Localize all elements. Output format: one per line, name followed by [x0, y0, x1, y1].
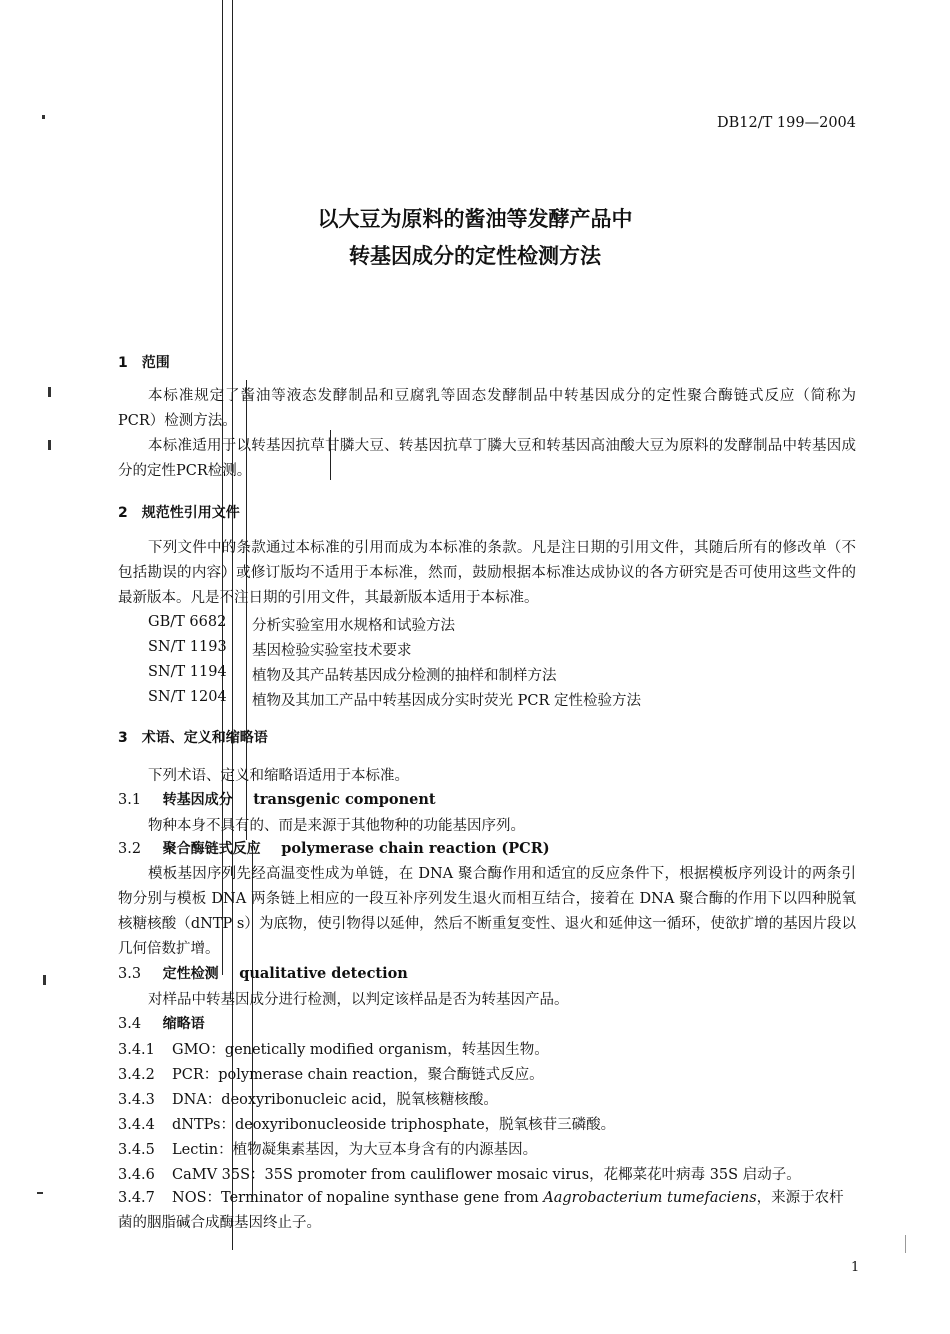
term-3-1: [118, 789, 436, 809]
term-3-3: [118, 963, 408, 983]
abbreviation-text: CaMV 35S：35S promoter from cauliflower mosaic virus，花椰菜花叶病毒 35S 启动子。: [172, 1167, 801, 1183]
section-1-paragraph-2: 本标准适用于以转基因抗草甘膦大豆、转基因抗草丁膦大豆和转基因高油酸大豆为原料的发酵制品中转基因成分的定性PCR检测。: [118, 438, 856, 479]
term-3-1-definition: 物种本身不具有的、而是来源于其他物种的功能基因序列。: [148, 818, 525, 834]
abbreviation-item: [118, 1038, 549, 1059]
abbreviation-item: [118, 1138, 537, 1159]
page-number: 1: [851, 1260, 860, 1275]
abbreviation-text: NOS：Terminator of nopaline synthase gene from: [172, 1190, 544, 1206]
abbreviation-number: 3.4.7: [118, 1190, 155, 1206]
page-title-line-1: 以大豆为原料的酱油等发酵产品中: [317, 207, 633, 231]
abbreviation-text: DNA：deoxyribonucleic acid，脱氧核糖核酸。: [172, 1092, 498, 1108]
term-chinese: 聚合酶链式反应: [162, 841, 261, 857]
reference-name: 分析实验室用水规格和试验方法: [252, 618, 455, 634]
reference-code: SN/T 1193: [148, 639, 227, 655]
term-english: polymerase chain reaction (PCR): [281, 840, 550, 857]
reference-code: SN/T 1204: [148, 689, 227, 705]
reference-name: 植物及其产品转基因成分检测的抽样和制样方法: [252, 668, 557, 684]
term-number: 3.4: [118, 1016, 142, 1032]
scan-mark: [42, 115, 45, 119]
term-number: 3.2: [118, 841, 142, 857]
abbreviation-item: [118, 1088, 498, 1109]
reference-name: 植物及其加工产品中转基因成分实时荧光 PCR 定性检验方法: [252, 693, 641, 709]
reference-code: SN/T 1194: [148, 664, 227, 680]
reference-code: GB/T 6682: [148, 614, 227, 630]
abbreviation-number: 3.4.3: [118, 1092, 155, 1108]
term-number: 3.1: [118, 792, 142, 808]
abbreviation-number: 3.4.2: [118, 1067, 155, 1083]
document-number: DB12/T 199—2004: [717, 115, 856, 131]
abbreviation-number: 3.4.6: [118, 1167, 155, 1183]
term-3-2: [118, 838, 550, 858]
abbreviation-item: [118, 1113, 615, 1134]
section-1-paragraph-1: 本标准规定了酱油等液态发酵制品和豆腐乳等固态发酵制品中转基因成分的定性聚合酶链式反应（简称为 PCR）检测方法。: [118, 388, 856, 429]
abbreviation-text: ，来源于农杆菌的胭脂碱合成酶基因终止子。: [118, 1190, 844, 1231]
term-number: 3.3: [118, 966, 142, 982]
abbreviation-text: GMO：genetically modified organism，转基因生物。: [172, 1042, 549, 1058]
abbreviation-number: 3.4.5: [118, 1142, 155, 1158]
scan-mark: [905, 1235, 906, 1253]
abbreviation-item: [118, 1186, 856, 1236]
scan-mark: [48, 440, 51, 450]
section-2-paragraph: 下列文件中的条款通过本标准的引用而成为本标准的条款。凡是注日期的引用文件，其随后所有的修改单（不包括勘误的内容）或修订版均不适用于本标准，然而，鼓励根据本标准达成协议的各方研究是否可使用这些文件的最新版本。凡是不注日期的引用文件，其最新版本适用于本标准。: [118, 540, 856, 606]
scan-mark: [37, 1192, 43, 1194]
page-title-line-2: 转基因成分的定性检测方法: [349, 244, 601, 268]
abbreviation-text: Lectin：植物凝集素基因，为大豆本身含有的内源基因。: [172, 1142, 538, 1158]
abbreviation-text-italic: Aagrobacterium tumefaciens: [543, 1190, 757, 1206]
section-1-heading: 1 范围: [118, 355, 170, 371]
term-3-4: [118, 1013, 205, 1033]
section-2-heading: 2 规范性引用文件: [118, 505, 240, 521]
reference-name: 基因检验实验室技术要求: [252, 643, 412, 659]
abbreviation-number: 3.4.4: [118, 1117, 155, 1133]
abbreviation-item: [118, 1063, 544, 1084]
abbreviation-text: PCR：polymerase chain reaction，聚合酶链式反应。: [172, 1067, 544, 1083]
term-english: qualitative detection: [239, 965, 408, 982]
term-english: transgenic component: [253, 791, 436, 808]
term-chinese: 定性检测: [162, 966, 219, 982]
term-3-2-definition: 模板基因序列先经高温变性成为单链，在 DNA 聚合酶作用和适宜的反应条件下，根据模板序列设计的两条引物分别与模板 DNA 两条链上相应的一段互补序列发生退火而相互结合，接着在 DNA 聚合酶的作用下以四种脱氧核糖核酸（dNTP s）为底物，使引物得以延伸，然后不断重复变性、退火和延伸这一循环，使欲扩增的基因片段以几何倍数扩增。: [118, 866, 856, 957]
term-chinese: 缩略语: [162, 1016, 205, 1032]
abbreviation-text: dNTPs：deoxyribonucleoside triphosphate，脱氧核苷三磷酸。: [172, 1117, 616, 1133]
term-3-3-definition: 对样品中转基因成分进行检测，以判定该样品是否为转基因产品。: [148, 992, 569, 1008]
scan-mark: [48, 387, 51, 397]
section-3-intro: 下列术语、定义和缩略语适用于本标准。: [148, 768, 409, 784]
abbreviation-number: 3.4.1: [118, 1042, 155, 1058]
term-chinese: 转基因成分: [162, 792, 233, 808]
section-3-heading: 3 术语、定义和缩略语: [118, 730, 268, 746]
scan-mark: [43, 975, 46, 985]
abbreviation-item: [118, 1163, 801, 1184]
